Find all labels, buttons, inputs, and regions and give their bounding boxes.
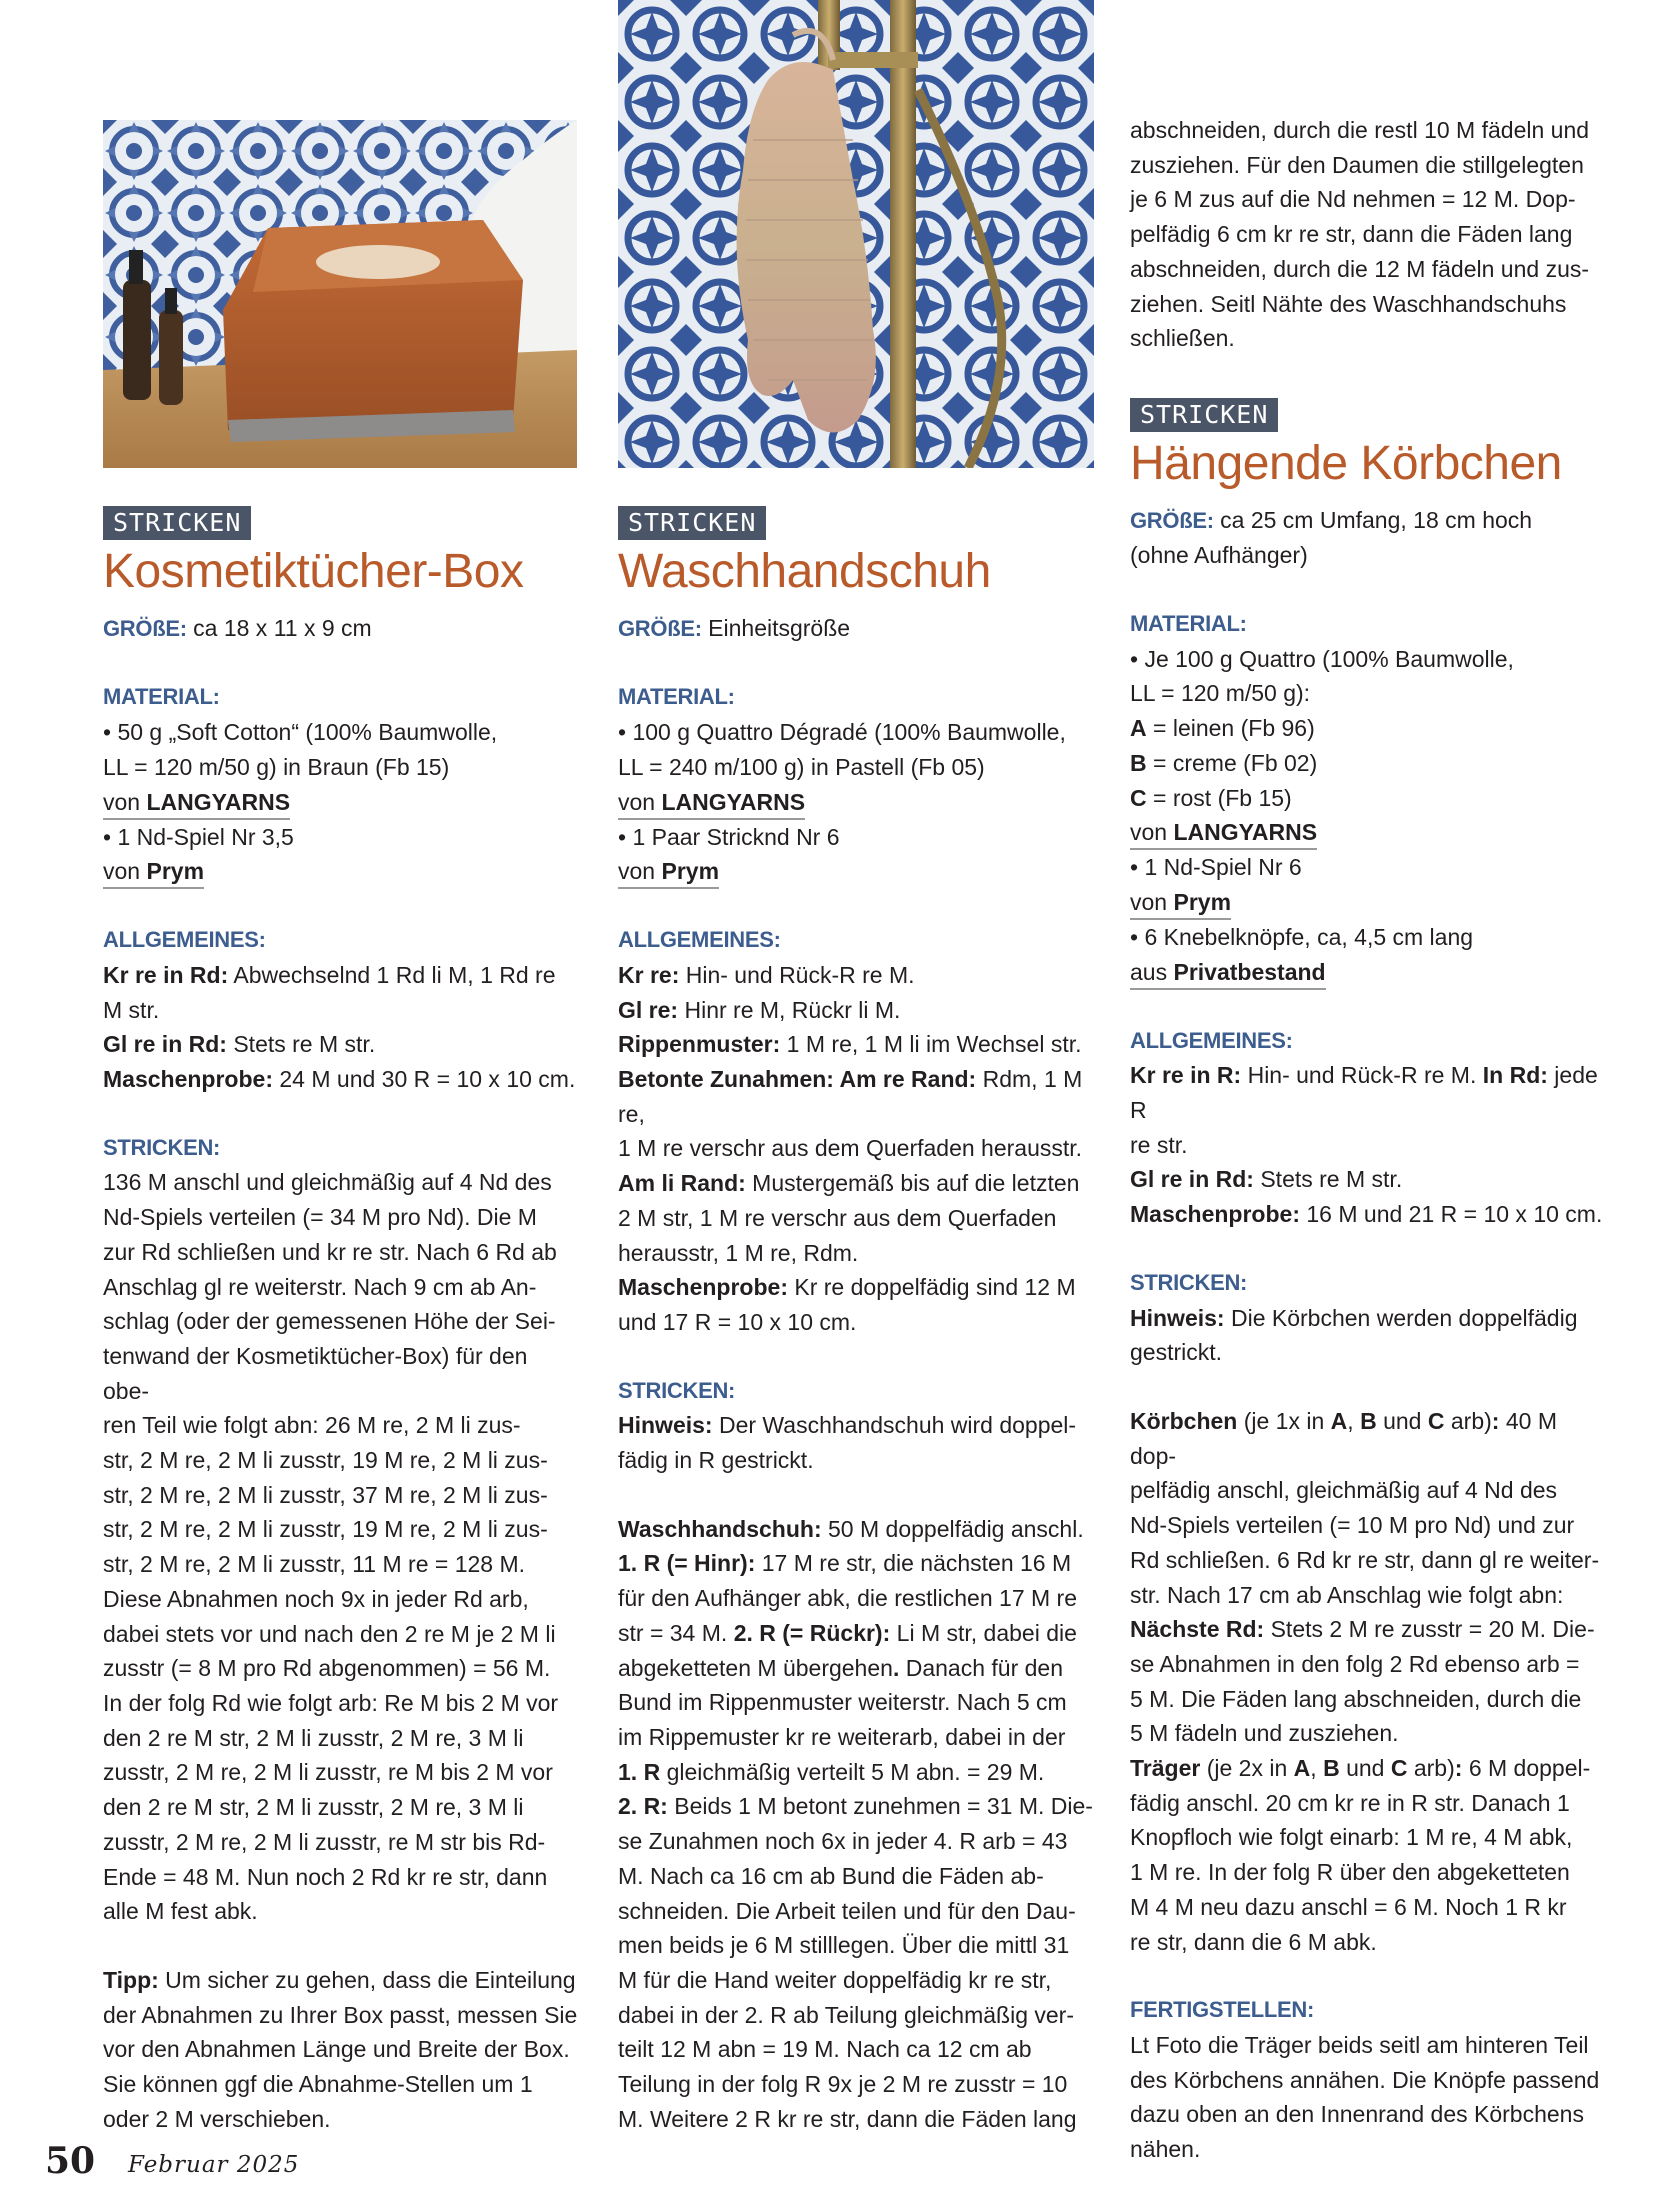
- color-c: C = rost (Fb 15): [1130, 784, 1292, 811]
- stricken-instructions: Körbchen (je 1x in A, B und C arb): 40 M dop- pelfädig anschl, gleichmäßig auf 4 Nd des Nd-Spiels verteilen (= 10 M pro Nd) und zur Rd schließen. 6 Rd kr re str, dann gl re weiter- str. Nach 17 cm ab Anschlag wie folgt abn: Nächste Rd: Stets 2 M re zusstr = 20 M. Die- se Abnahmen in den folg 2 Rd ebenso arb = 5 M. Die Fäden lang abschneiden, durch die 5 M fädeln und zusziehen. Träger (je 2x in A, B und C arb): 6 M doppel- fädig anschl. 20 cm kr re in R str. Danach 1 Knopfloch wie folgt einarb: 1 M re, 4 M abk, 1 M re. In der folg R über den abgeketteten M 4 M neu dazu anschl = 6 M. Noch 1 R kr re str, dann die 6 M abk.: [1130, 1407, 1600, 1955]
- material-heading: MATERIAL:: [103, 684, 220, 710]
- tipp-box: Tipp: Um sicher zu gehen, dass die Einteilung der Abnahmen zu Ihrer Box passt, messen Sie vor den Abnahmen Länge und Breite der Box. Sie können ggf die Abnahme-Stellen um 1 oder 2 M verschieben.: [103, 1966, 578, 2132]
- size-line: GRÖßE: Einheitsgröße: [618, 614, 851, 641]
- article-title: Waschhandschuh: [618, 544, 991, 598]
- material-item: • 50 g „Soft Cotton“ (100% Baumwolle,: [103, 719, 498, 746]
- hint: Hinweis: Die Körbchen werden doppelfädig: [1130, 1304, 1578, 1331]
- material-item-cont: LL = 240 m/100 g) in Pastell (Fb 05): [618, 753, 985, 780]
- brand-prym: Prym: [661, 858, 720, 885]
- category-tag: STRICKEN: [618, 506, 766, 540]
- material-item-cont: LL = 120 m/50 g) in Braun (Fb 15): [103, 753, 450, 780]
- tissue-box-photo: [103, 120, 577, 468]
- allgemeines-item: Gl re: Hinr re M, Rückr li M.: [618, 996, 901, 1023]
- allgemeines-item: Gl re in Rd: Stets re M str.: [103, 1031, 376, 1058]
- material-item: • 1 Paar Stricknd Nr 6: [618, 823, 840, 850]
- source-privatbestand: Privatbestand: [1173, 958, 1326, 985]
- material-source: von LANGYARNS: [103, 785, 578, 820]
- material-item: • 6 Knebelknöpfe, ca, 4,5 cm lang: [1130, 923, 1474, 950]
- article-haengende-koerbchen: abschneiden, durch die restl 10 M fädeln und zusziehen. Für den Daumen die stillgelegten je 6 M zus auf die Nd nehmen = 12 M. Dop- pelfädig 6 cm kr re str, dann die Fäden lang abschneiden, durch die 12 M fädeln und zus- ziehen. Seitl Nähte des Waschhandschuhs schließen. STRICKEN Hängende Körbchen GRÖßE: ca 25 cm Umfang, 18 cm hoch (ohne Aufhänger) MATERIAL: • Je 100 g Quattro (100% Baumwolle, LL = 120 m/50 g): A = leinen (Fb 96) B = creme (Fb 02) C = rost (Fb 15) von LANGYARNS • 1 Nd-Spiel Nr 6 von Prym • 6 Knebelknöpfe, ca, 4,5 cm lang aus Privatbestand ALLGEMEINES: Kr re in R: Hin- und Rück-R re M. In Rd: jede R re str. Gl re in Rd: Stets re M str. Maschenprobe: 16 M und 21 R = 10 x 10 cm. STRICKEN: Hinweis: Die Körbchen werden doppelfädig gestrickt. Körbchen (je 1x in A, B und C arb): 40 M dop- pelfädig anschl, gleichmäßig auf 4 Nd des Nd-Spiels verteilen (= 10 M pro Nd) und zur Rd schließen. 6 Rd kr re str, dann gl re weiter- str. Nach 17 cm ab Anschlag wie folgt abn: Nächste Rd: Stets 2 M re zusstr = 20 M. Die- se Abnahmen in den folg 2 Rd ebenso arb = 5 M. Die Fäden lang abschneiden, durch die 5 M fädeln und zusziehen. Träger (je 2x in A, B und C arb): 6 M doppel- fädig anschl. 20 cm kr re in R str. Danach 1 Knopfloch wie folgt einarb: 1 M re, 4 M abk, 1 M re. In der folg R über den abgeketteten M 4 M neu dazu anschl = 6 M. Noch 1 R kr re str, dann die 6 M abk. FERTIGSTELLEN: Lt Foto die Träger beids seitl am hinteren Teil des Körbchens annähen. Die Knöpfe passend dazu oben an den Innenrand des Körbchens nähen.: [1130, 113, 1605, 2167]
- material-item: • 100 g Quattro Dégradé (100% Baumwolle,: [618, 719, 1066, 746]
- material-source: von Prym: [618, 854, 1093, 889]
- material-heading: MATERIAL:: [618, 684, 735, 710]
- brand-langyarns: LANGYARNS: [661, 788, 806, 815]
- fertigstellen-heading: FERTIGSTELLEN:: [1130, 1997, 1315, 2023]
- allgemeines-heading: ALLGEMEINES:: [1130, 1027, 1293, 1053]
- material-source: von LANGYARNS: [618, 785, 1093, 820]
- category-tag: STRICKEN: [1130, 398, 1278, 432]
- material-source: von LANGYARNS: [1130, 815, 1605, 850]
- allgemeines-item: Kr re in Rd: Abwechselnd 1 Rd li M, 1 Rd re M str.: [103, 961, 556, 1023]
- article-waschhandschuh: STRICKEN Waschhandschuh GRÖßE: Einheitsgröße MATERIAL: • 100 g Quattro Dégradé (100% Baumwolle, LL = 240 m/100 g) in Pastell (Fb 05) von LANGYARNS • 1 Paar Stricknd Nr 6 von Prym ALLGEMEINES: Kr re: Hin- und Rück-R re M. Gl re: Hinr re M, Rückr li M. Rippenmuster: 1 M re, 1 M li im Wechsel str. Betonte Zunahmen: Am re Rand: Rdm, 1 M re, 1 M re verschr aus dem Querfaden herausstr. Am li Rand: Mustergemäß bis auf die letzten 2 M str, 1 M re verschr aus dem Querfaden herausstr, 1 M re, Rdm. Maschenprobe: Kr re doppelfädig sind 12 M und 17 R = 10 x 10 cm. STRICKEN: Hinweis: Der Waschhandschuh wird doppel- fädig in R gestrickt. Waschhandschuh: 50 M doppelfädig anschl. 1. R (= Hinr): 17 M re str, die nächsten 16 M für den Aufhänger abk, die restlichen 17 M re str = 34 M. 2. R (= Rückr): Li M str, dabei die abgeketteten M übergehen. Danach für den Bund im Rippenmuster weiterstr. Nach 5 cm im Rippemuster kr re weiterarb, dabei in der 1. R gleichmäßig verteilt 5 M abn. = 29 M. 2. R: Beids 1 M betont zunehmen = 31 M. Die- se Zunahmen noch 6x in jeder 4. R arb = 43 M. Nach ca 16 cm ab Bund die Fäden ab- schneiden. Die Arbeit teilen und für den Dau- men beids je 6 M stilllegen. Über die mittl 31 M für die Hand weiter doppelfädig kr re str, dabei in der 2. R ab Teilung gleichmäßig ver- teilt 12 M abn = 19 M. Nach ca 12 cm ab Teilung in der folg R 9x je 2 M re zusstr = 10 M. Weitere 2 R kr re str, dann die Fäden lang: [618, 506, 1093, 2136]
- brand-langyarns: LANGYARNS: [146, 788, 291, 815]
- brand-prym: Prym: [1173, 888, 1232, 915]
- fertigstellen-instructions: Lt Foto die Träger beids seitl am hinteren Teil des Körbchens annähen. Die Knöpfe passend dazu oben an den Innenrand des Körbchens nähen.: [1130, 2031, 1600, 2163]
- page-number: 50: [45, 2140, 96, 2182]
- stricken-instructions: Waschhandschuh: 50 M doppelfädig anschl. 1. R (= Hinr): 17 M re str, die nächsten 16 M für den Aufhänger abk, die restlichen 17 M re str = 34 M. 2. R (= Rückr): Li M str, dabei die abgeketteten M übergehen. Danach für den Bund im Rippenmuster weiterstr. Nach 5 cm im Rippemuster kr re weiterarb, dabei in der 1. R gleichmäßig verteilt 5 M abn. = 29 M. 2. R: Beids 1 M betont zunehmen = 31 M. Die- se Zunahmen noch 6x in jeder 4. R arb = 43 M. Nach ca 16 cm ab Bund die Fäden ab- schneiden. Die Arbeit teilen und für den Dau- men beids je 6 M stilllegen. Über die mittl 31 M für die Hand weiter doppelfädig kr re str, dabei in der 2. R ab Teilung gleichmäßig ver- teilt 12 M abn = 19 M. Nach ca 12 cm ab Teilung in der folg R 9x je 2 M re zusstr = 10 M. Weitere 2 R kr re str, dann die Fäden lang: [618, 1515, 1093, 2132]
- allgemeines-item: Maschenprobe: 24 M und 30 R = 10 x 10 cm.: [103, 1066, 576, 1093]
- allgemeines-heading: ALLGEMEINES:: [618, 927, 781, 953]
- stricken-heading: STRICKEN:: [618, 1377, 736, 1403]
- material-item-cont: LL = 120 m/50 g):: [1130, 680, 1311, 707]
- size-line: GRÖßE: ca 18 x 11 x 9 cm: [103, 614, 372, 641]
- color-b: B = creme (Fb 02): [1130, 749, 1318, 776]
- allgemeines-item: Gl re in Rd: Stets re M str.: [1130, 1166, 1403, 1193]
- material-item: • 1 Nd-Spiel Nr 3,5: [103, 823, 294, 850]
- article-kosmetiktuecher-box: [103, 506, 578, 2136]
- material-source: von Prym: [103, 854, 578, 889]
- allgemeines-item: Kr re: Hin- und Rück-R re M.: [618, 961, 915, 988]
- material-source: von Prym: [1130, 885, 1605, 920]
- hint: Hinweis: Der Waschhandschuh wird doppel-: [618, 1412, 1077, 1439]
- continued-text: abschneiden, durch die restl 10 M fädeln und zusziehen. Für den Daumen die stillgelegten je 6 M zus auf die Nd nehmen = 12 M. Dop- pelfädig 6 cm kr re str, dann die Fäden lang abschneiden, durch die 12 M fädeln und zus- ziehen. Seitl Nähte des Waschhandschuhs schließen.: [1130, 117, 1590, 352]
- material-item: • Je 100 g Quattro (100% Baumwolle,: [1130, 645, 1514, 672]
- material-heading: MATERIAL:: [1130, 611, 1247, 637]
- size-line: GRÖßE: ca 25 cm Umfang, 18 cm hoch: [1130, 506, 1533, 533]
- article-title: Kosmetiktücher-Box: [103, 544, 524, 598]
- allgemeines-item: Kr re in R: Hin- und Rück-R re M. In Rd: jede R: [1130, 1062, 1598, 1124]
- issue-date: Februar 2025: [128, 2152, 300, 2178]
- category-tag: STRICKEN: [103, 506, 251, 540]
- article-title: Hängende Körbchen: [1130, 436, 1562, 490]
- stricken-heading: STRICKEN:: [103, 1134, 221, 1160]
- washcloth-mitt-photo-icon: [618, 0, 1094, 468]
- stricken-instructions: 136 M anschl und gleichmäßig auf 4 Nd des Nd-Spiels verteilen (= 34 M pro Nd). Die M zur Rd schließen und kr re str. Nach 6 Rd ab Anschlag gl re weiterstr. Nach 9 cm ab An- schlag (oder der gemessenen Höhe der Sei- tenwand der Kosmetiktücher-Box) für den obe- ren Teil wie folgt abn: 26 M re, 2 M li zus- str, 2 M re, 2 M li zusstr, 19 M re, 2 M li zus- str, 2 M re, 2 M li zusstr, 37 M re, 2 M li zus- str, 2 M re, 2 M li zusstr, 19 M re, 2 M li zus- str, 2 M re, 2 M li zusstr, 11 M re = 128 M. Diese Abnahmen noch 9x in jeder Rd arb, dabei stets vor und nach den 2 re M je 2 M li zusstr (= 8 M pro Rd abgenommen) = 56 M. In der folg Rd wie folgt arb: Re M bis 2 M vor den 2 re M str, 2 M li zusstr, 2 M re, 3 M li zusstr, 2 M re, 2 M li zusstr, re M bis 2 M vor den 2 re M str, 2 M li zusstr, 2 M re, 3 M li zusstr, 2 M re, 2 M li zusstr, re M str bis Rd- Ende = 48 M. Nun noch 2 Rd kr re str, dann alle M fest abk.: [103, 1169, 559, 1925]
- stricken-heading: STRICKEN:: [1130, 1269, 1248, 1295]
- allgemeines-item: Maschenprobe: Kr re doppelfädig sind 12 M: [618, 1274, 1076, 1301]
- tissue-box-photo-icon: [103, 120, 577, 468]
- allgemeines-item: Am li Rand: Mustergemäß bis auf die letzten: [618, 1170, 1080, 1197]
- color-a: A = leinen (Fb 96): [1130, 715, 1315, 742]
- allgemeines-item: Rippenmuster: 1 M re, 1 M li im Wechsel str.: [618, 1031, 1082, 1058]
- brand-langyarns: LANGYARNS: [1173, 819, 1318, 846]
- material-source: aus Privatbestand: [1130, 955, 1605, 990]
- material-item: • 1 Nd-Spiel Nr 6: [1130, 854, 1302, 881]
- brand-prym: Prym: [146, 858, 205, 885]
- allgemeines-heading: ALLGEMEINES:: [103, 927, 266, 953]
- allgemeines-item: Betonte Zunahmen: Am re Rand: Rdm, 1 M re,: [618, 1066, 1083, 1127]
- allgemeines-item: Maschenprobe: 16 M und 21 R = 10 x 10 cm.: [1130, 1201, 1603, 1228]
- washcloth-mitt-photo: [618, 0, 1094, 468]
